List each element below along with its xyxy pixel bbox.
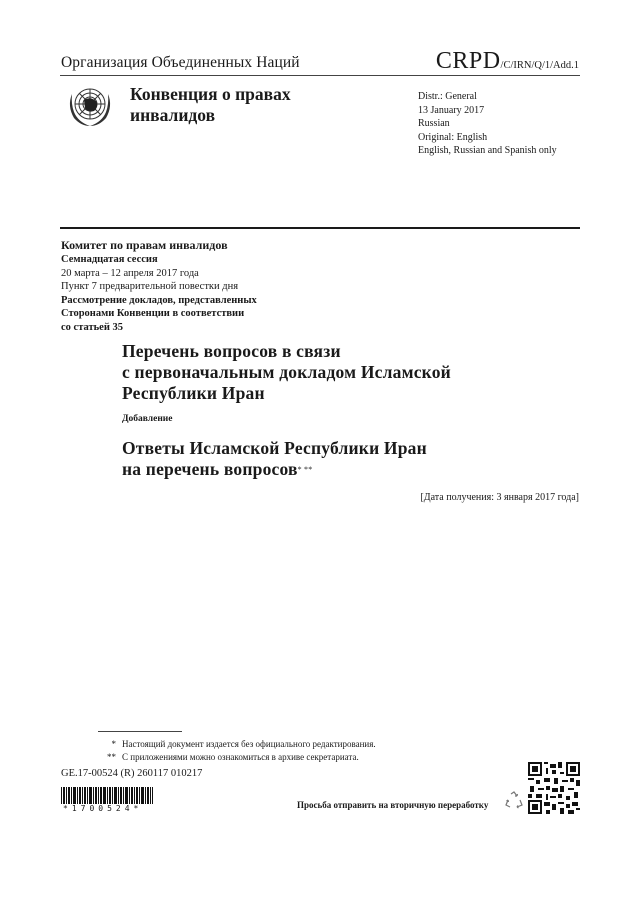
document-symbol <box>436 48 579 75</box>
footnote-item <box>96 738 376 751</box>
convention-title-line1: Конвенция о правах <box>130 84 291 104</box>
footnote-text: Настоящий документ издается без официального редактирования. <box>122 739 376 749</box>
subtitle-line1: Ответы Исламской Республики Иран <box>122 438 427 458</box>
header-divider <box>60 75 580 76</box>
barcode-number: *1700524* <box>63 804 143 813</box>
footnote-item <box>96 751 376 764</box>
convention-title <box>130 84 291 126</box>
agenda-topic-line2: Сторонами Конвенции в соответствии <box>61 308 245 320</box>
title-line2: с первоначальным докладом Исламской <box>122 362 451 382</box>
footnote-mark: ** <box>107 751 116 762</box>
issue-date: 13 January 2017 <box>418 104 485 116</box>
agenda-topic-line1: Рассмотрение докладов, представленных <box>61 294 257 306</box>
distribution-info <box>418 90 557 158</box>
distr-general: Distr.: General <box>418 91 477 102</box>
addendum-label: Добавление <box>122 414 173 424</box>
organization-name: Организация Объединенных Наций <box>61 54 300 71</box>
document-title <box>122 341 451 404</box>
recycle-notice: Просьба отправить на вторичную переработку <box>297 800 489 810</box>
title-line1: Перечень вопросов в связи <box>122 341 341 361</box>
footnote-reference[interactable]: * ** <box>297 465 313 474</box>
document-subtitle <box>122 438 427 480</box>
agenda-topic-line3: со статьей 35 <box>61 321 124 333</box>
original-language: Original: English <box>418 131 488 143</box>
document-language: Russian <box>418 118 450 130</box>
footnote-text: С приложениями можно ознакомиться в архиве секретариата. <box>122 751 359 762</box>
recycle-icon <box>503 790 525 812</box>
thick-divider <box>60 227 580 229</box>
committee-name: Комитет по правам инвалидов <box>61 238 228 252</box>
qr-code-icon <box>528 762 580 814</box>
available-languages: English, Russian and Spanish only <box>418 145 557 157</box>
title-line3: Республики Иран <box>122 383 265 403</box>
barcode-icon <box>61 787 153 804</box>
session-dates: 20 марта – 12 апреля 2017 года <box>61 267 199 279</box>
agenda-item: Пункт 7 предварительной повестки дня <box>61 281 239 293</box>
session: Семнадцатая сессия <box>61 254 158 265</box>
convention-title-line2: инвалидов <box>130 105 216 125</box>
subtitle-line2: на перечень вопросов <box>122 459 298 479</box>
footnotes <box>96 738 376 763</box>
ge-code: GE.17-00524 (R) 260117 010217 <box>61 768 203 779</box>
committee-block <box>61 237 257 335</box>
document-symbol-suffix: /C/IRN/Q/1/Add.1 <box>500 60 579 71</box>
footnote-divider <box>98 731 182 732</box>
footnote-mark: * <box>111 739 116 749</box>
date-received: [Дата получения: 3 января 2017 года] <box>420 492 579 503</box>
document-symbol-main: CRPD <box>435 48 501 74</box>
un-emblem-icon <box>64 80 116 132</box>
